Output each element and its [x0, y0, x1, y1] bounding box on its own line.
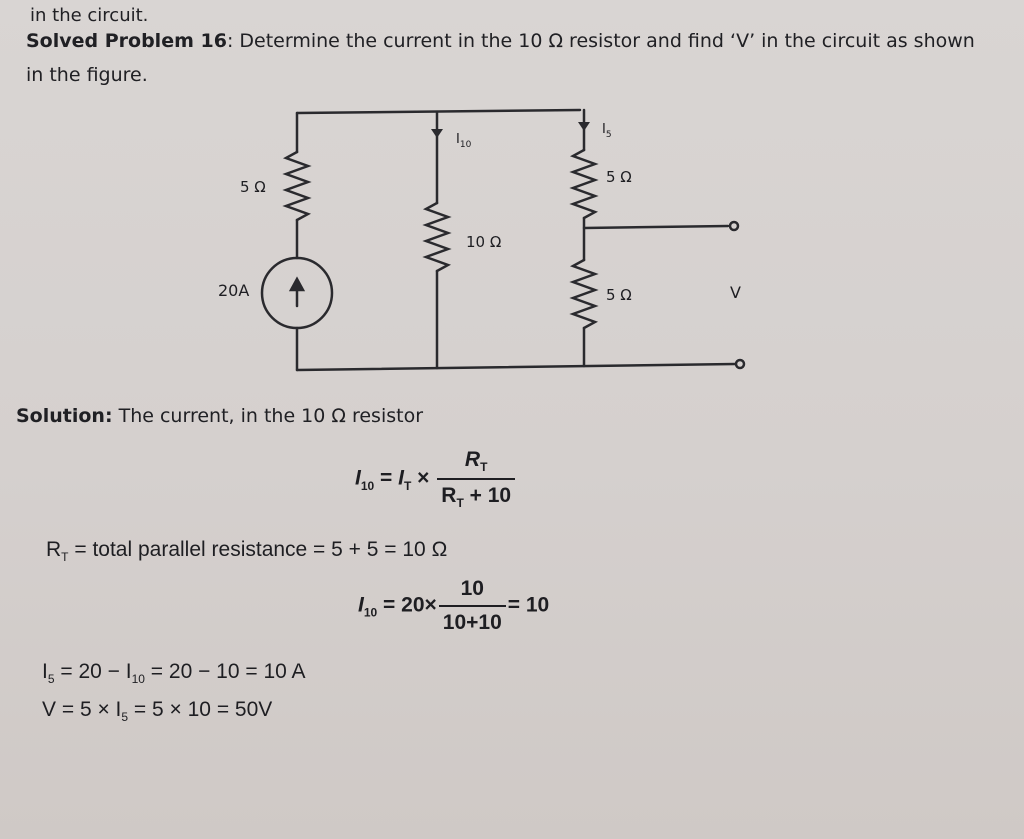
- mid-resistor-label: 10 Ω: [466, 233, 502, 251]
- bottom-wire: [297, 364, 735, 370]
- terminal-top: [730, 222, 738, 230]
- solution-line: [16, 405, 423, 427]
- previous-text-fragment: in the circuit.: [30, 5, 149, 26]
- terminal-wire-top: [584, 226, 728, 228]
- right-bottom-resistor-label: 5 Ω: [606, 286, 632, 304]
- fraction-rt-over-rt-plus-10: $\frac{R_T}{R_T + 10}$: [437, 448, 515, 510]
- equation-i10-value: $I_{10} = 20\times$ $\frac{10}{10+10}$ = 10: [358, 577, 550, 634]
- solution-text: The current, in the 10 Ω resistor: [112, 405, 424, 427]
- source-arrow-head: [291, 279, 303, 290]
- top-wire: [297, 110, 580, 113]
- right-top-resistor-label: 5 Ω: [606, 168, 632, 186]
- mid-resistor: [426, 203, 448, 271]
- equation-i5-value: $I_5 = 20 - I_{10} = 20 - 10 = 10$ A: [42, 660, 306, 687]
- left-resistor: [286, 152, 308, 220]
- i5-arrow: [578, 122, 590, 131]
- solution-label: Solution:: [16, 405, 113, 427]
- equation-voltage-value: $V = 5 \times I_5 = 5 \times 10 = 50V$: [42, 698, 273, 725]
- voltage-label: V: [730, 283, 741, 302]
- fraction-10-over-20: $\frac{10}{10+10}$: [439, 577, 506, 635]
- right-bottom-resistor: [573, 260, 595, 328]
- problem-text: : Determine the current in the 10 Ω resistor and find ‘V’ in the circuit as shown in the figure.: [26, 30, 975, 86]
- equation-current-divider: $I_{10} = I_T$ × $\frac{R_T}{R_T + 10}$: [355, 448, 517, 510]
- left-resistor-label: 5 Ω: [240, 178, 266, 196]
- i5-label: $I_5$: [602, 122, 612, 140]
- equation-total-resistance: $R_T$ = total parallel resistance = 5 + 5 = 10 Ω: [46, 538, 448, 565]
- right-top-resistor: [573, 150, 595, 218]
- terminal-bottom: [736, 360, 744, 368]
- problem-label: Solved Problem 16: [26, 30, 227, 52]
- i10-label: $I_{10}$: [456, 132, 472, 150]
- i10-arrow: [431, 129, 443, 138]
- source-label: 20A: [218, 281, 250, 300]
